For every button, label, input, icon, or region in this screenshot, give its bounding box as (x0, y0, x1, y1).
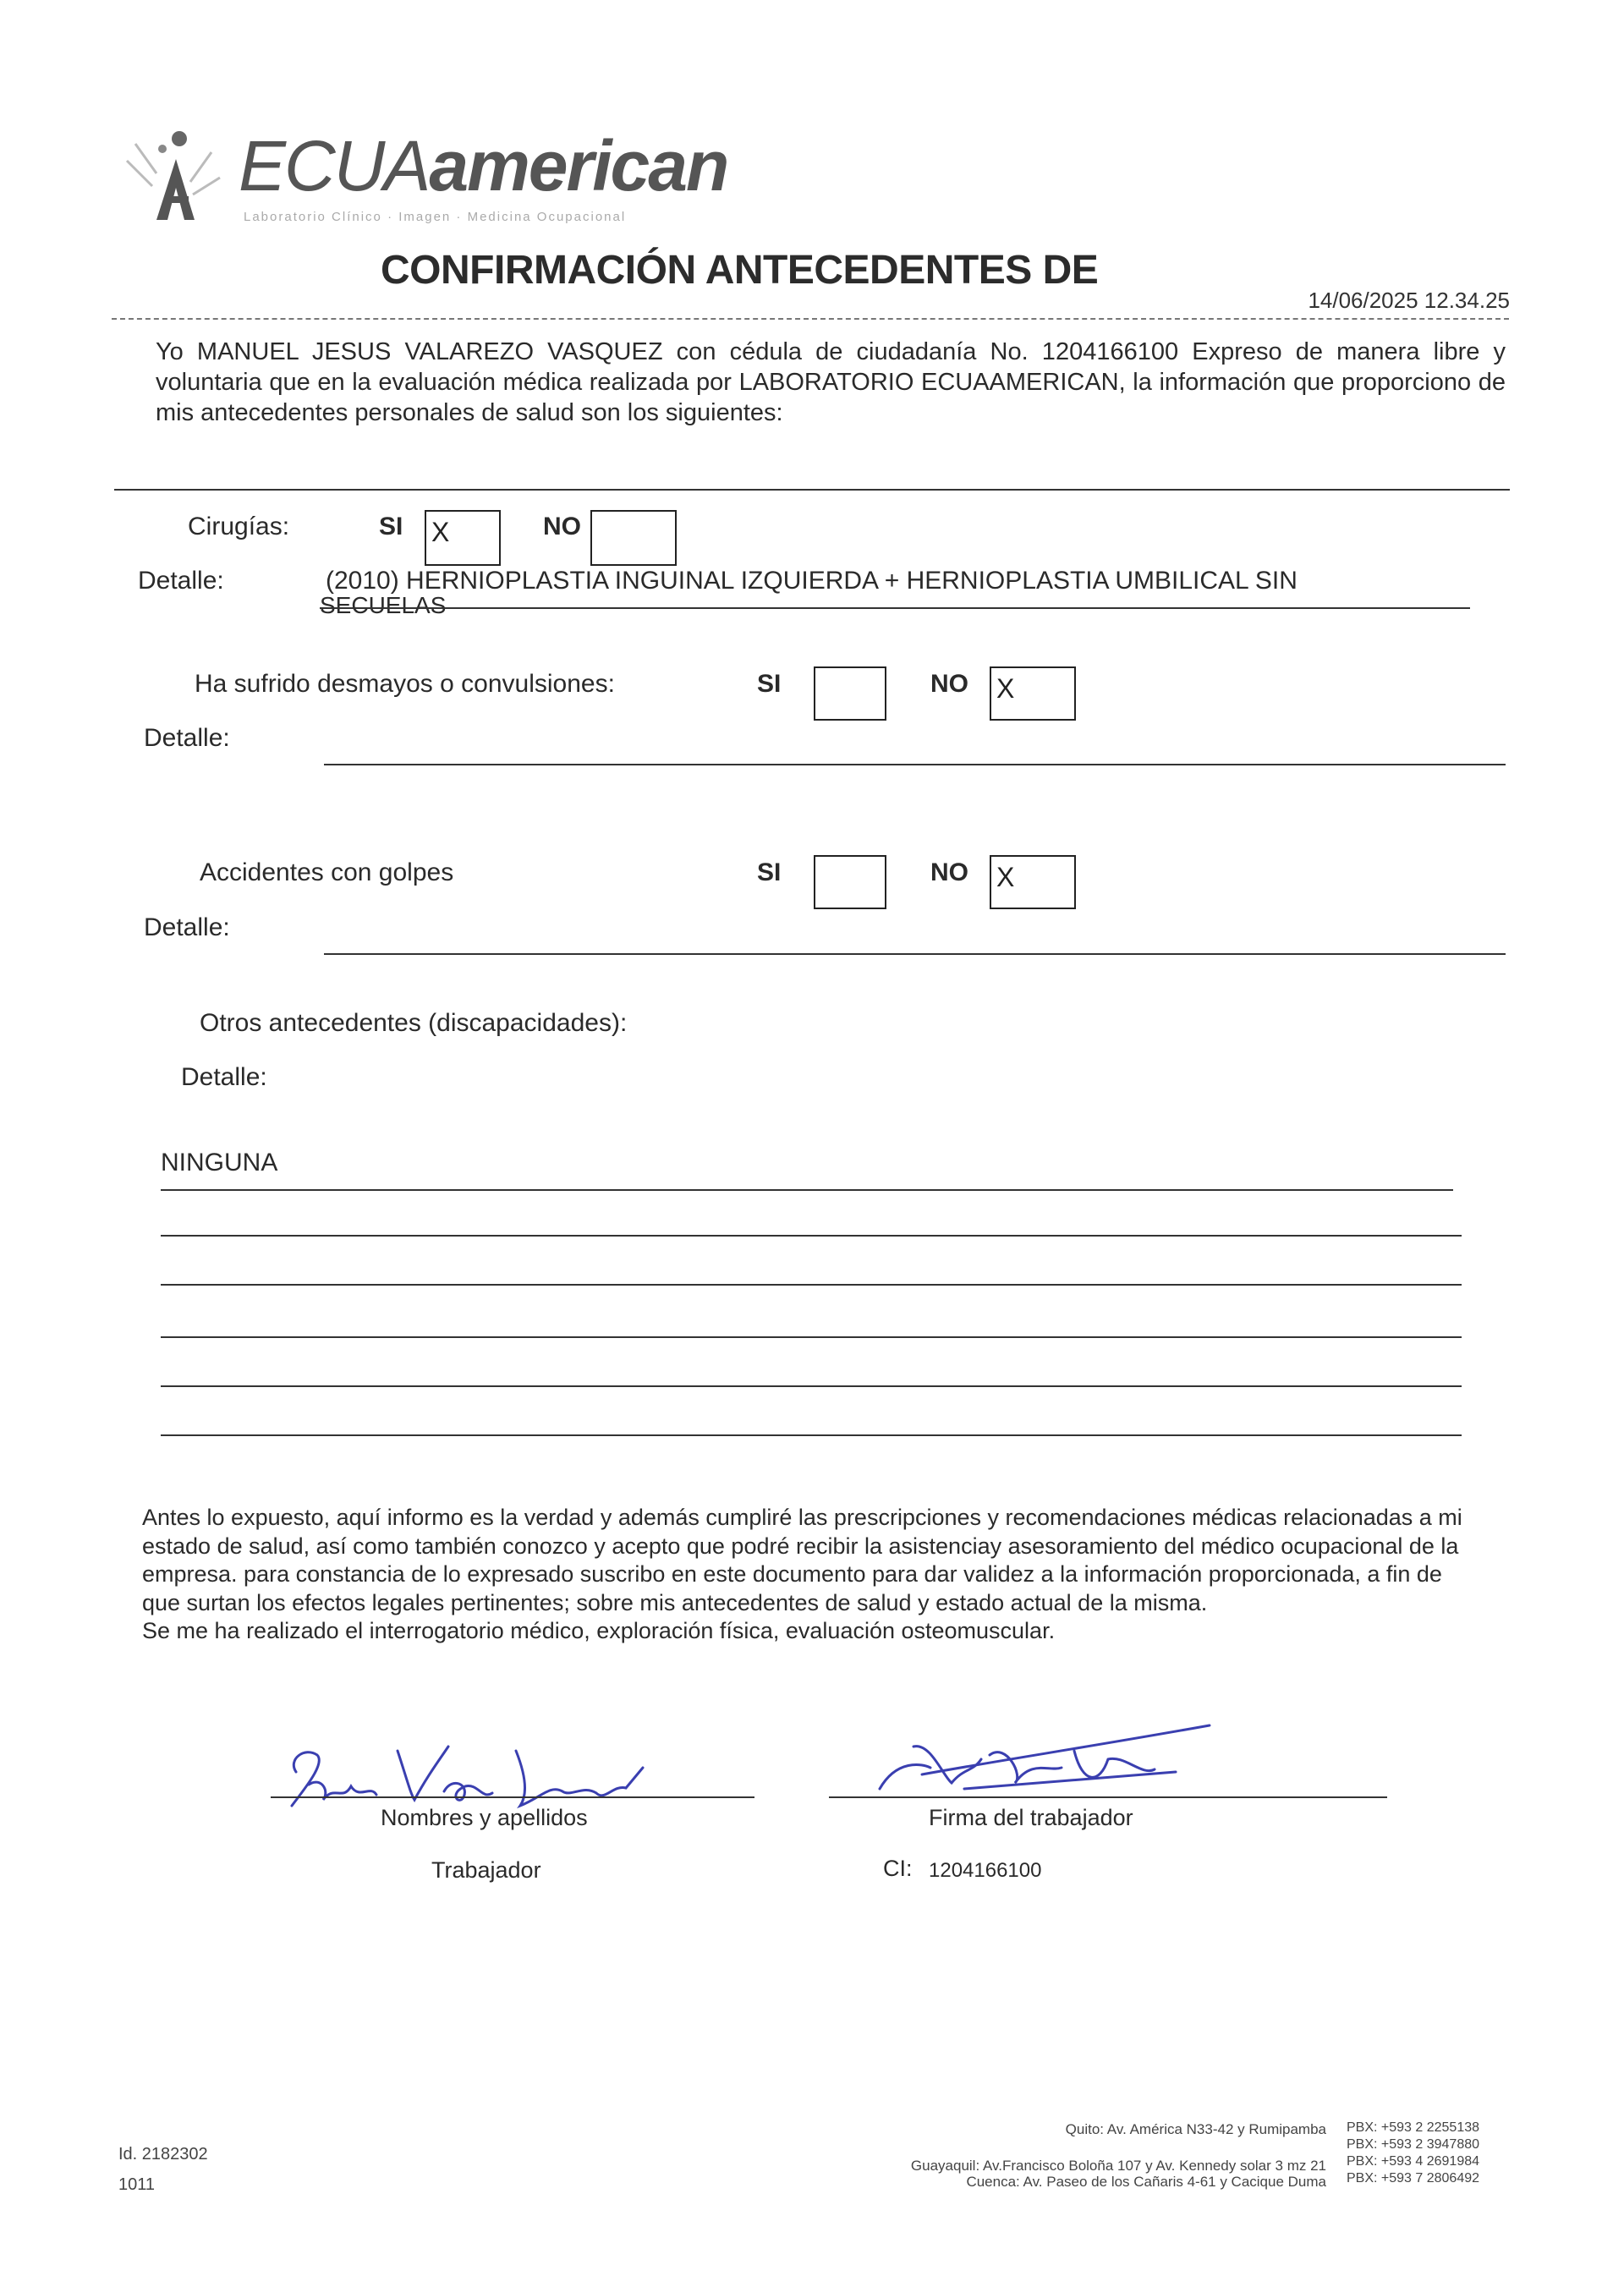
declaration-exam-statement: Se me ha realizado el interrogatorio médico, exploración física, evaluación osteomuscular. (142, 1618, 1056, 1643)
accidentes-si-label: SI (757, 858, 782, 886)
declaration-paragraph: Antes lo expuesto, aquí informo es la verdad y además cumpliré las prescripciones y recomendaciones médicas relacionadas a mi estado de salud, así como también conozco y acepto que podré recibir la asistenciay asesoramiento del médico ocupacional de la empresa. para constancia de lo expresado suscribo en este documento para dar validez a la información proporcionada, a fin de que surtan los efectos legales pertinentes; sobre mis antecedentes de salud y estado actual de la misma. (142, 1505, 1462, 1615)
cirugias-label: Cirugías: (188, 513, 290, 540)
accidentes-si-checkbox[interactable] (814, 855, 886, 909)
intro-statement: Yo MANUEL JESUS VALAREZO VASQUEZ con cédula de ciudadanía No. 1204166100 Expreso de manera libre y voluntaria que en la evaluación médica realizada por LABORATORIO ECUAAMERICAN, la información que proporciono de mis antecedentes personales de salud son los siguientes: (156, 338, 1506, 426)
accidentes-detail-label: Detalle: (144, 913, 230, 941)
desmayos-label: Ha sufrido desmayos o convulsiones: (195, 670, 615, 698)
pbx-quito-1: PBX: +593 2 2255138 (1347, 2120, 1480, 2135)
desmayos-detail-label: Detalle: (144, 724, 230, 752)
otros-detail-value: NINGUNA (161, 1149, 278, 1176)
cirugias-detail-line1: (2010) HERNIOPLASTIA INGUINAL IZQUIERDA + HERNIOPLASTIA UMBILICAL SIN (326, 567, 1298, 595)
cirugias-detail-line2: SECUELAS (320, 592, 447, 618)
logo-tagline: Laboratorio Clínico · Imagen · Medicina Ocupacional (244, 210, 627, 224)
desmayos-si-label: SI (757, 670, 782, 698)
pbx-cuenca: PBX: +593 7 2806492 (1347, 2171, 1480, 2186)
accidentes-no-checkbox[interactable]: X (990, 855, 1076, 909)
otros-line-2[interactable] (161, 1235, 1462, 1237)
otros-line-3[interactable] (161, 1284, 1462, 1286)
worker-name-line[interactable] (271, 1796, 754, 1798)
otros-label: Otros antecedentes (discapacidades): (200, 1009, 628, 1037)
cirugias-no-label: NO (543, 513, 581, 540)
accidentes-detail-line[interactable] (324, 953, 1506, 955)
header-divider (112, 318, 1509, 320)
address-guayaquil: Guayaquil: Av.Francisco Boloña 107 y Av. Kennedy solar 3 mz 21 (910, 2158, 1326, 2174)
pbx-quito-2: PBX: +593 2 3947880 (1347, 2137, 1480, 2152)
accidentes-no-label: NO (930, 858, 968, 886)
worker-name-caption: Nombres y apellidos (381, 1805, 588, 1830)
cirugias-si-checkbox[interactable]: X (425, 510, 501, 566)
otros-line-5[interactable] (161, 1385, 1462, 1387)
logo-wordmark: ECUAamerican (239, 126, 728, 206)
document-title: CONFIRMACIÓN ANTECEDENTES DE (381, 248, 1099, 293)
desmayos-detail-line[interactable] (324, 764, 1506, 765)
ci-label: CI: (883, 1856, 913, 1881)
declaration-text (142, 1504, 1479, 1646)
address-cuenca: Cuenca: Av. Paseo de los Cañaris 4-61 y Cacique Duma (966, 2174, 1326, 2190)
logo-icon (118, 127, 228, 228)
section-divider (114, 489, 1510, 491)
cirugias-detail-line (320, 607, 1470, 609)
pbx-guayaquil: PBX: +593 4 2691984 (1347, 2154, 1480, 2169)
cirugias-si-label: SI (379, 513, 403, 540)
document-id: Id. 2182302 (118, 2145, 208, 2164)
otros-line-6[interactable] (161, 1434, 1462, 1436)
worker-role: Trabajador (431, 1857, 541, 1883)
pbx-list (1347, 2120, 1479, 2187)
cirugias-no-checkbox[interactable] (590, 510, 677, 566)
otros-line-4[interactable] (161, 1336, 1462, 1338)
timestamp: 14/06/2025 12.34.25 (1308, 288, 1510, 313)
cirugias-detail-label: Detalle: (138, 567, 224, 595)
desmayos-no-label: NO (930, 670, 968, 698)
worker-signature-line[interactable] (829, 1796, 1387, 1798)
document-code: 1011 (118, 2175, 156, 2194)
address-quito: Quito: Av. América N33-42 y Rumipamba (1065, 2121, 1326, 2137)
worker-signature-caption: Firma del trabajador (929, 1805, 1133, 1830)
desmayos-no-checkbox[interactable]: X (990, 666, 1076, 721)
otros-line-1[interactable] (161, 1189, 1453, 1191)
otros-detail-label: Detalle: (181, 1063, 267, 1091)
desmayos-si-checkbox[interactable] (814, 666, 886, 721)
accidentes-label: Accidentes con golpes (200, 858, 454, 886)
worker-signature (871, 1708, 1226, 1810)
ci-value: 1204166100 (929, 1859, 1042, 1882)
